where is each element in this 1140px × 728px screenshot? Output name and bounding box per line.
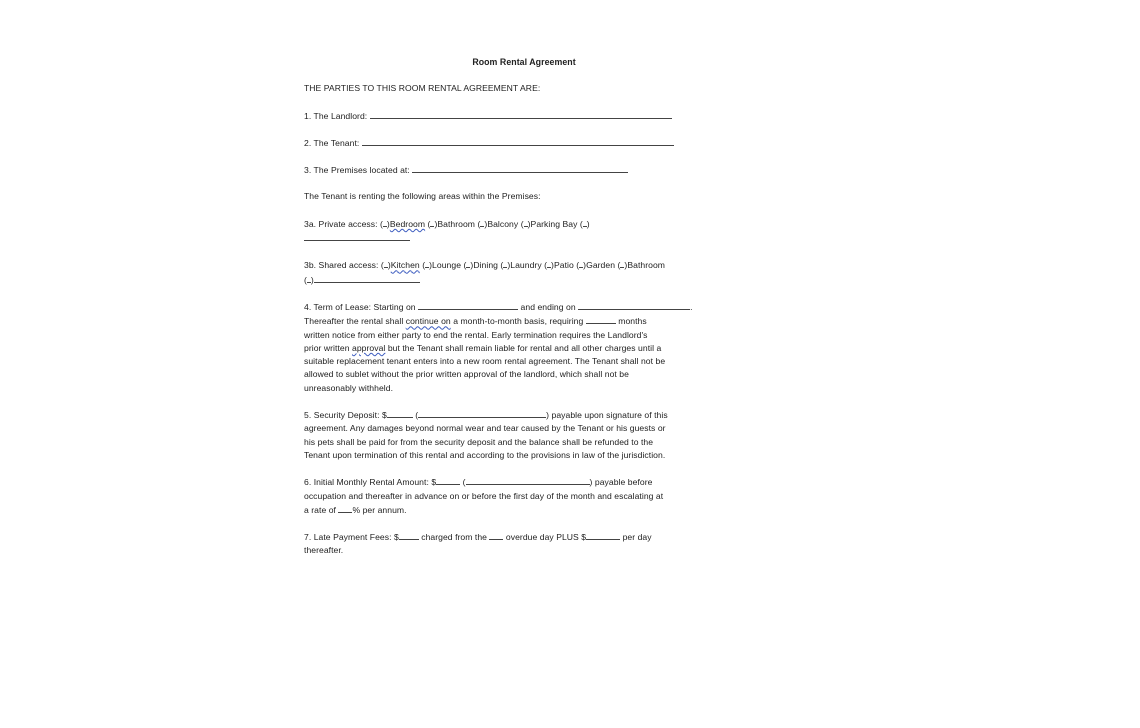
- kitchen-option: Kitchen: [390, 260, 420, 271]
- rent-words-blank: [466, 475, 590, 485]
- rent-amount-blank: [436, 475, 460, 485]
- areas-intro: The Tenant is renting the following areas within the Premises:: [304, 191, 541, 202]
- rent-label: 6. Initial Monthly Rental Amount: $: [304, 477, 437, 488]
- private-access-line: 3a. Private access: ( )Bedroom ( )Bathroom ( )Balcony ( )Parking Bay ( ): [304, 217, 744, 246]
- bathroom-option: Bathroom: [437, 218, 476, 229]
- bedroom-option: Bedroom: [389, 218, 426, 229]
- premises-blank: [412, 163, 628, 173]
- deposit-label: 5. Security Deposit: $: [304, 410, 387, 421]
- parking-option: Parking Bay: [530, 218, 578, 229]
- term-clause: 4. Term of Lease: Starting on and ending on . Thereafter the rental shall continue on a month-to-month basis, requiring months written notice from either party to end the rental. Early termination requires the Landlord's prior written approval but the Tenant shall remain liable for rental and all other charges until a suitable replacement tenant enters into a new room rental agreement. The Tenant shall not be allowed to sublet without the prior written approval of the landlord, which shall not be unreasonably withheld.: [304, 301, 693, 393]
- tenant-label: 2. The Tenant:: [304, 137, 360, 148]
- patio-option: Patio: [553, 260, 574, 271]
- term-start-label: 4. Term of Lease: Starting on: [304, 301, 416, 312]
- parties-heading: THE PARTIES TO THIS ROOM RENTAL AGREEMENT ARE:: [304, 83, 541, 94]
- shared-bathroom-option: Bathroom: [627, 260, 665, 271]
- landlord-label: 1. The Landlord:: [304, 110, 368, 121]
- document-title: Room Rental Agreement: [472, 57, 576, 67]
- landlord-line: [304, 109, 744, 123]
- per-day-amount-blank: [586, 530, 620, 540]
- laundry-option: Laundry: [510, 260, 542, 271]
- tenant-blank: [362, 136, 674, 146]
- deposit-amount-blank: [387, 408, 413, 418]
- late-fee-clause: 7. Late Payment Fees: $ charged from the overdue day PLUS $ per day thereafter.: [304, 532, 652, 556]
- landlord-blank: [370, 109, 672, 119]
- continue-on-text: continue on: [405, 316, 451, 327]
- rent-clause: 6. Initial Monthly Rental Amount: $ ( ) payable before occupation and thereafter in advance on or before the first day of the month and escalating at a rate of % per annum.: [304, 477, 664, 515]
- late-fee-label: 7. Late Payment Fees: $: [304, 532, 399, 543]
- late-fee-amount-blank: [399, 530, 419, 540]
- deposit-words-blank: [418, 408, 546, 418]
- term-end-label: and ending on: [520, 301, 576, 312]
- notice-months-blank: [586, 314, 616, 324]
- private-access-label: 3a. Private access:: [304, 218, 378, 229]
- lounge-option: Lounge: [432, 260, 462, 271]
- agreement-document: [304, 56, 744, 558]
- shared-access-blank: [314, 273, 420, 283]
- deposit-clause: 5. Security Deposit: $ ( ) payable upon signature of this agreement. Any damages beyond normal wear and tear caused by the Tenant or his guests or his pets shall be paid for from the security deposit and the balance shall be refunded to the Tenant upon termination of this rental and according to the provisions in law of the jurisdiction.: [304, 410, 668, 460]
- private-access-blank: [304, 231, 410, 241]
- dining-option: Dining: [473, 260, 498, 271]
- tenant-line: [304, 136, 744, 150]
- garden-option: Garden: [586, 260, 616, 271]
- escalation-rate-blank: [338, 503, 352, 513]
- shared-access-line: 3b. Shared access: ( )Kitchen ( )Lounge ( )Dining ( )Laundry ( )Patio ( )Garden ( )Bathroom ( ): [304, 260, 665, 285]
- balcony-option: Balcony: [487, 218, 519, 229]
- start-date-blank: [418, 300, 518, 310]
- overdue-day-blank: [489, 530, 503, 540]
- premises-label: 3. The Premises located at:: [304, 165, 410, 176]
- approval-text: approval: [352, 342, 386, 353]
- end-date-blank: [578, 300, 690, 310]
- premises-line: [304, 163, 744, 177]
- shared-access-label: 3b. Shared access:: [304, 260, 379, 271]
